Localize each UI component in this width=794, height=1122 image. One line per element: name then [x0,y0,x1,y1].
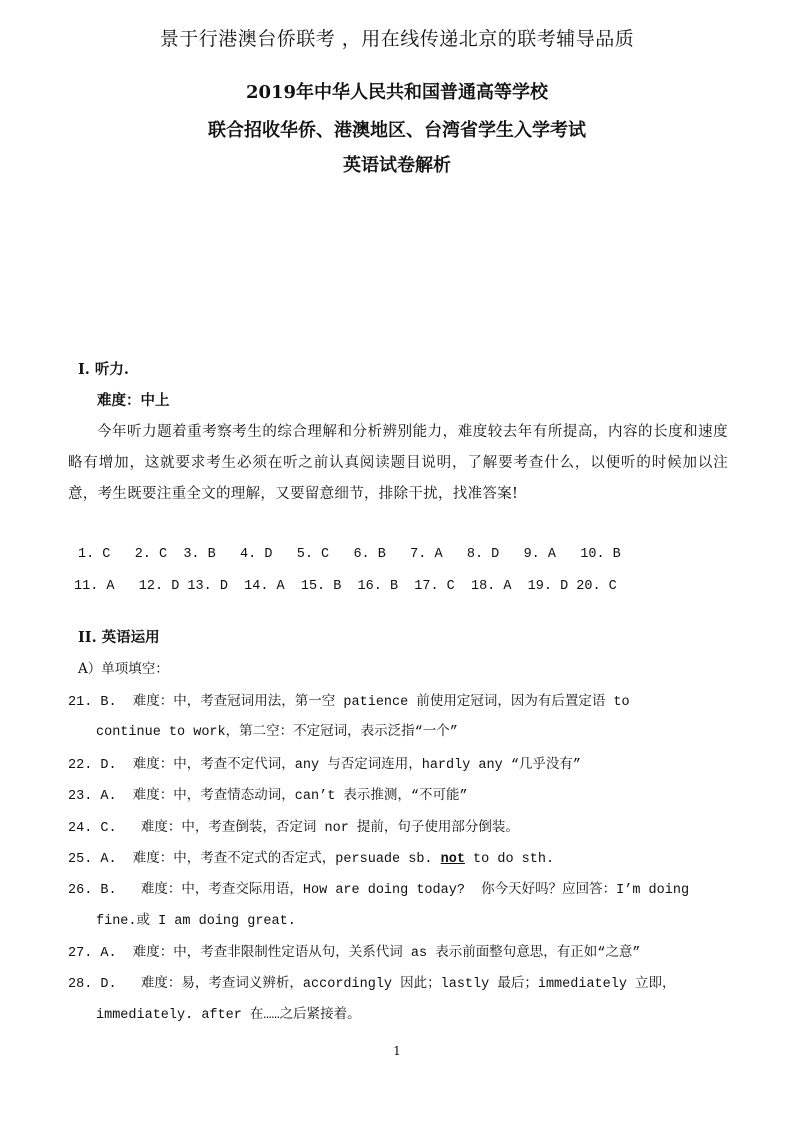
single-choice-heading: A）单项填空： [78,661,169,677]
exam-title-line1: 2019年中华人民共和国普通高等学校 [245,82,549,103]
question-25-underlined-not: not [440,852,465,867]
header-slogan: 景于行港澳台侨联考 ，用在线传递北京的联考辅导品质 [159,28,635,50]
exam-title-line2: 联合招收华侨、港澳地区、台湾省学生入学考试 [208,120,586,141]
question-28-line2: immediately. after 在……之后紧接着。 [96,1008,361,1023]
listening-paragraph: 今年听力题着重考察考生的综合理解和分析辨别能力，难度较去年有所提高，内容的长度和速度略有增加，这就要求考生必须在听之前认真阅读题目说明，了解要考查什么，以便听的时候加以注意，考生既要注重全文的理解，又要留意细节，排除干扰，找准答案! [68,424,728,502]
page-number: 1 [393,1044,401,1058]
question-26-line1: 26. B. 难度：中，考查交际用语，How are doing today? 你今天好吗？应回答：I’m doing [68,883,690,898]
question-25-text: 25. A. 难度：中，考查不定式的否定式，persuade sb. [68,852,441,867]
answers-row-1: 1. C 2. C 3. B 4. D 5. C 6. B 7. A 8. D 9. A 10. B [78,547,621,562]
listening-difficulty: 难度：中上 [97,392,170,409]
answers-row-2: 11. A 12. D 13. D 14. A 15. B 16. B 17. C 18. A 19. D 20. C [74,579,617,594]
question-25 [68,846,554,867]
section-english-use-heading: II. 英语运用 [78,629,160,646]
question-27: 27. A. 难度：中，考查非限制性定语从句，关系代词 as 表示前面整句意思，有正如“之意” [68,946,641,961]
question-22: 22. D. 难度：中，考查不定代词，any 与否定词连用，hardly any “几乎没有” [68,758,582,773]
question-23: 23. A. 难度：中，考查情态动词，can’t 表示推测，“不可能” [68,789,468,804]
exam-title-line3: 英语试卷解析 [343,155,451,176]
question-28-line1: 28. D. 难度：易，考查词义辨析，accordingly 因此；lastly 最后；immediately 立即， [68,977,676,992]
question-21-line2: continue to work，第二空：不定冠词，表示泛指“一个” [96,725,458,740]
question-25-tail: to do sth. [464,852,555,867]
question-24: 24. C. 难度：中，考查倒装，否定词 nor 提前，句子使用部分倒装。 [68,821,519,836]
question-26-line2: fine.或 I am doing great. [96,914,296,929]
section-listening-heading: I. 听力. [78,361,129,378]
question-21-line1: 21. B. 难度：中，考查冠词用法，第一空 patience 前使用定冠词，因为有后置定语 to [68,695,630,710]
